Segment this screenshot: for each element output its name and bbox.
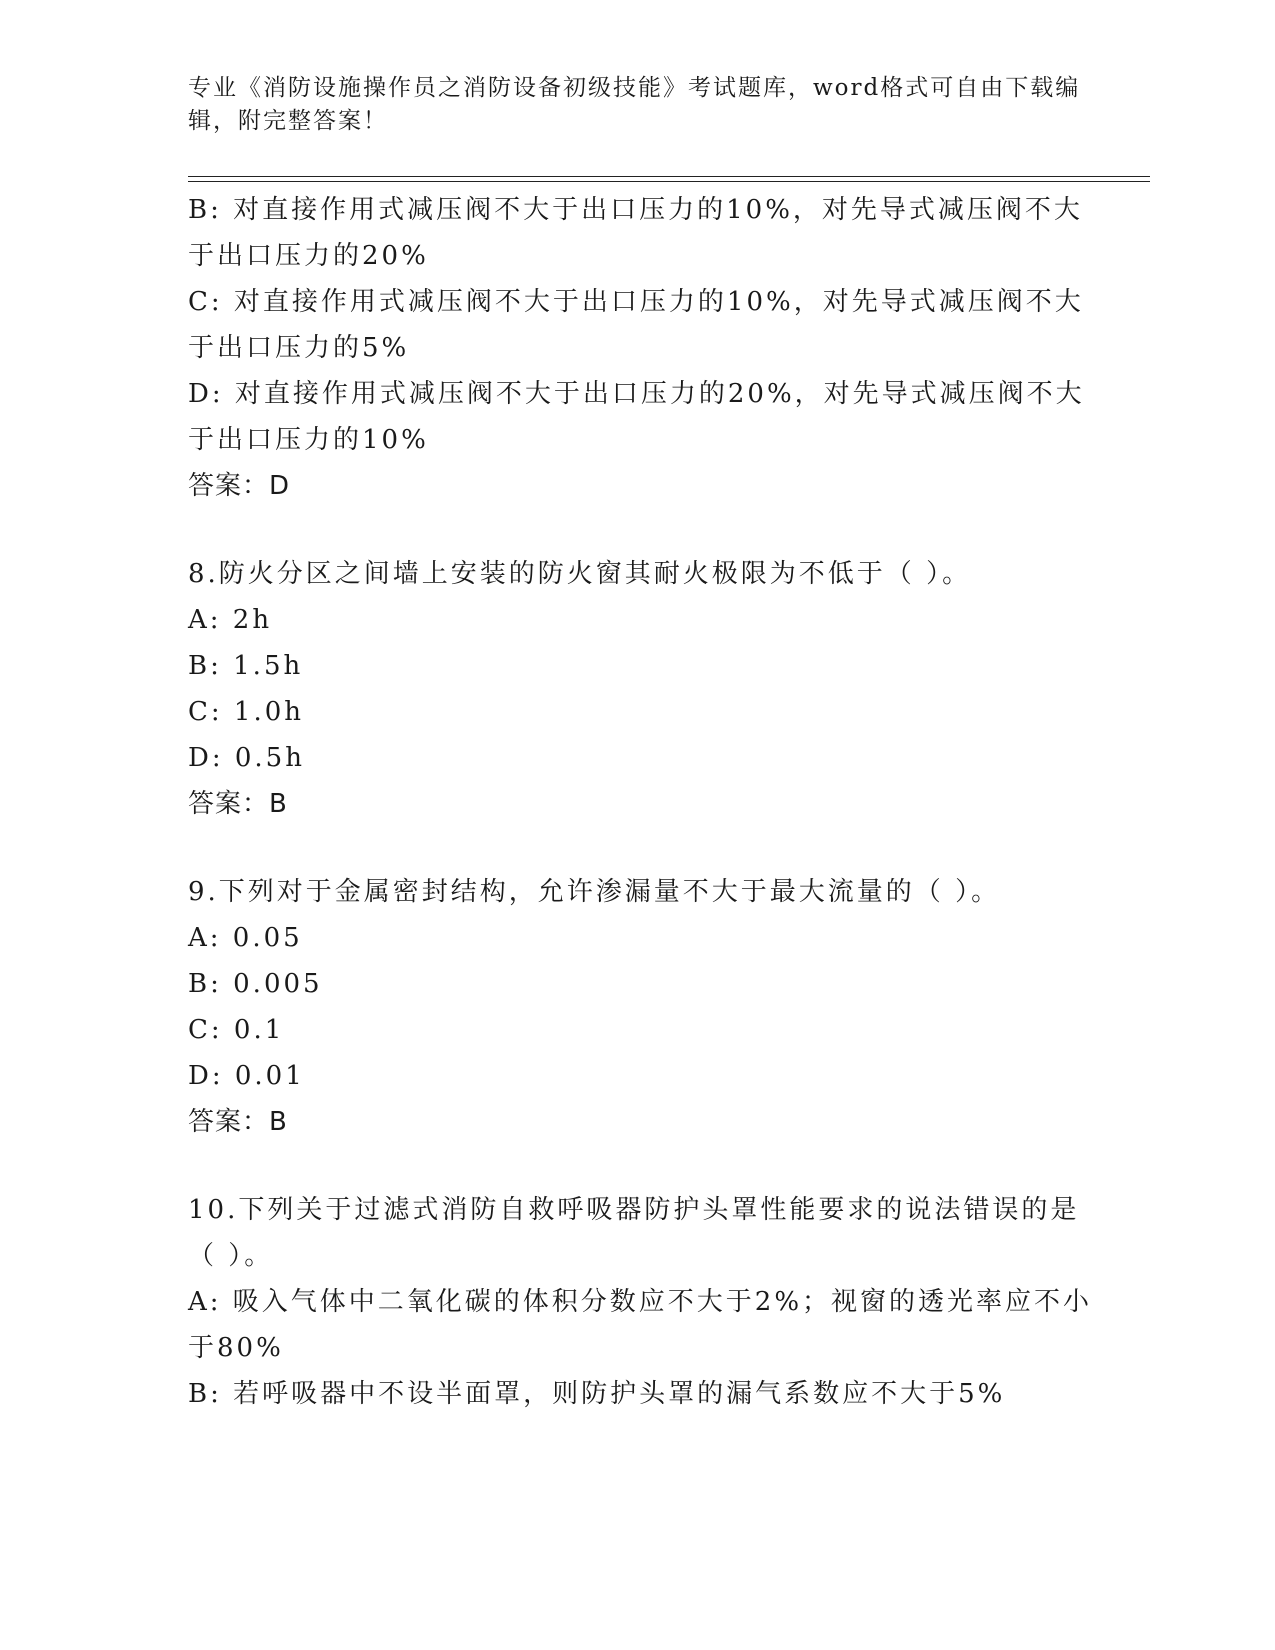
answer-label: 答案：B — [188, 789, 288, 819]
prev-question-block — [188, 187, 1088, 509]
header-line-1: 专业《消防设施操作员之消防设备初级技能》考试题库，word格式可自由下载编 — [188, 75, 1081, 101]
question-stem-continued: （ ）。 — [188, 1241, 274, 1271]
option-c: C: 0.1 — [188, 1015, 285, 1045]
option-b: B: 1.5h — [188, 651, 304, 681]
document-header — [188, 72, 1088, 138]
option-b: B: 若呼吸器中不设半面罩，则防护头罩的漏气系数应不大于5% — [188, 1379, 1006, 1409]
spacer — [188, 1145, 1088, 1187]
question-stem: 9.下列对于金属密封结构，允许渗漏量不大于最大流量的（ ）。 — [188, 877, 1001, 907]
question-10-block — [188, 1187, 1093, 1417]
spacer — [188, 509, 1088, 551]
option-line: D: 对直接作用式减压阀不大于出口压力的20%，对先导式减压阀不大 — [188, 379, 1085, 409]
option-d: D: 0.5h — [188, 743, 305, 773]
header-divider-bottom — [188, 181, 1150, 182]
option-line: C: 对直接作用式减压阀不大于出口压力的10%，对先导式减压阀不大 — [188, 287, 1084, 317]
spacer — [188, 827, 1088, 869]
option-line: B: 对直接作用式减压阀不大于出口压力的10%，对先导式减压阀不大 — [188, 195, 1083, 225]
answer-label: 答案：B — [188, 1107, 288, 1137]
question-9-block — [188, 869, 1088, 1145]
header-divider-top — [188, 176, 1150, 177]
option-line: 于出口压力的5% — [188, 333, 410, 363]
question-8-block — [188, 551, 1088, 827]
option-c: C: 1.0h — [188, 697, 305, 727]
header-line-2: 辑，附完整答案！ — [188, 108, 388, 134]
question-stem: 8.防火分区之间墙上安装的防火窗其耐火极限为不低于（ ）。 — [188, 559, 972, 589]
question-stem: 10.下列关于过滤式消防自救呼吸器防护头罩性能要求的说法错误的是 — [188, 1195, 1080, 1225]
option-a: A: 2h — [188, 605, 273, 635]
option-line: 于出口压力的20% — [188, 241, 429, 271]
answer-label: 答案：D — [188, 471, 291, 501]
option-b: B: 0.005 — [188, 969, 323, 999]
option-d: D: 0.01 — [188, 1061, 305, 1091]
option-line: 于出口压力的10% — [188, 425, 429, 455]
option-a: A: 0.05 — [188, 923, 303, 953]
option-a-continued: 于80% — [188, 1333, 284, 1363]
option-a: A: 吸入气体中二氧化碳的体积分数应不大于2%；视窗的透光率应不小 — [188, 1287, 1093, 1317]
question-content — [188, 187, 1093, 1417]
